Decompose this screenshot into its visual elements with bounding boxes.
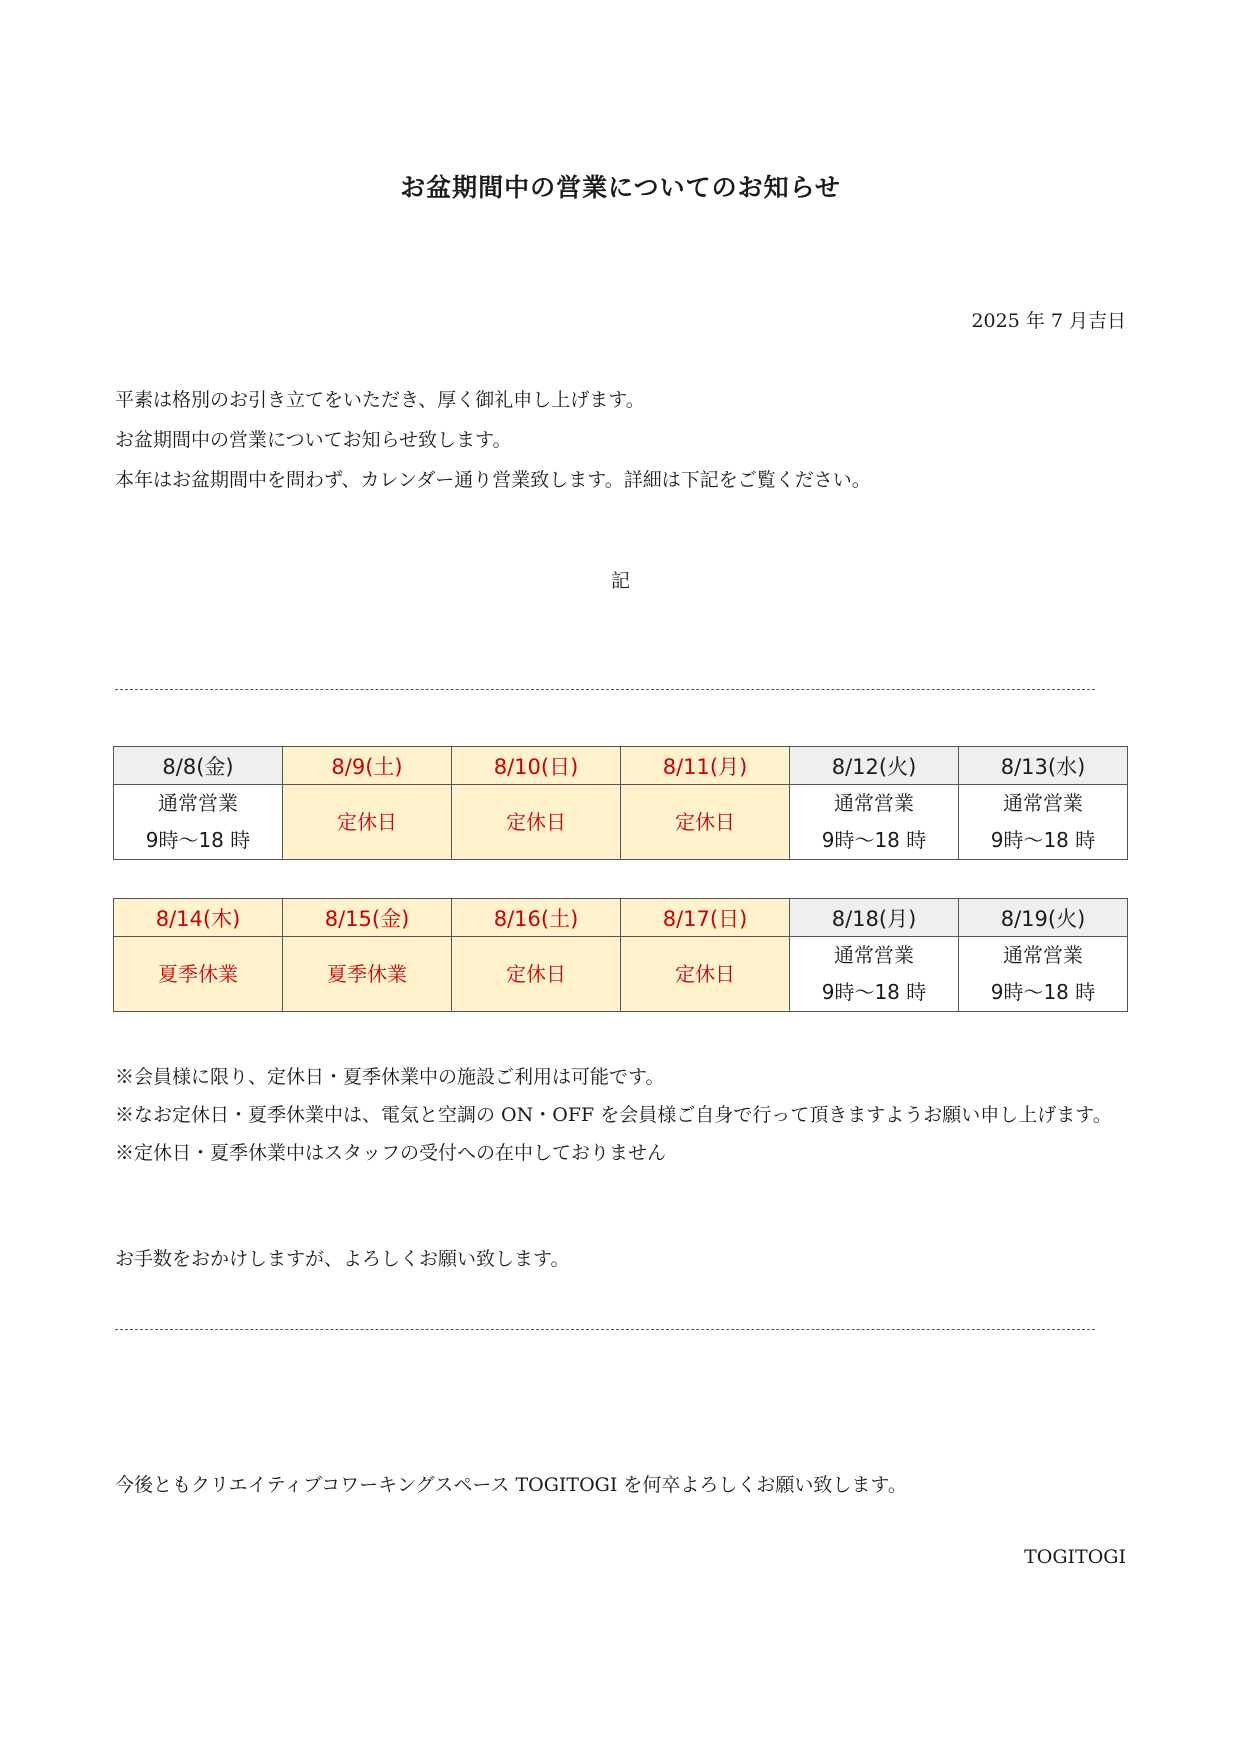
status-label: 定休日	[506, 809, 566, 834]
ki-heading: 記	[610, 570, 630, 592]
schedule-status-cell	[959, 937, 1128, 1012]
schedule-status-cell	[283, 785, 452, 860]
notes-block	[115, 1058, 1127, 1172]
status-label: 定休日	[675, 809, 735, 834]
status-label: 定休日	[675, 961, 735, 986]
schedule-status-cell	[114, 937, 283, 1012]
status-label: 定休日	[337, 809, 397, 834]
dashed-divider-bottom	[115, 1329, 1095, 1330]
schedule-body-row	[114, 785, 1128, 860]
greeting-line: 本年はお盆期間中を問わず、カレンダー通り営業致します。詳細は下記をご覧ください。	[115, 469, 871, 491]
schedule-status-cell	[621, 937, 790, 1012]
status-label: 通常営業	[1003, 791, 1083, 815]
hours-label: 9時〜18 時	[821, 828, 927, 852]
outro-text: 今後ともクリエイティブコワーキングスペース TOGITOGI を何卒よろしくお願い致します。	[115, 1474, 907, 1496]
schedule-header-row	[114, 747, 1128, 785]
hours-label: 9時〜18 時	[990, 980, 1096, 1004]
note-line: ※会員様に限り、定休日・夏季休業中の施設ご利用は可能です。	[115, 1066, 665, 1088]
schedule-date-cell: 8/12(火)	[790, 747, 959, 785]
schedule-status-cell	[114, 785, 283, 860]
schedule-body-row	[114, 937, 1128, 1012]
dashed-divider-top	[115, 689, 1095, 690]
status-label: 定休日	[506, 961, 566, 986]
greeting-block	[115, 380, 871, 500]
schedule-status-cell	[959, 785, 1128, 860]
status-label: 通常営業	[834, 943, 914, 967]
schedule-status-cell	[283, 937, 452, 1012]
hours-label: 9時〜18 時	[145, 828, 251, 852]
schedule-status-cell	[790, 785, 959, 860]
schedule-date-cell: 8/9(土)	[283, 747, 452, 785]
signature: TOGITOGI	[1024, 1546, 1126, 1568]
schedule-date-cell: 8/15(金)	[283, 899, 452, 937]
schedule-date-cell: 8/16(土)	[452, 899, 621, 937]
schedule-date-cell: 8/8(金)	[114, 747, 283, 785]
schedule-date-cell: 8/14(木)	[114, 899, 283, 937]
hours-label: 9時〜18 時	[990, 828, 1096, 852]
status-label: 夏季休業	[158, 961, 238, 986]
schedule-status-cell	[790, 937, 959, 1012]
closing-text: お手数をおかけしますが、よろしくお願い致します。	[115, 1248, 570, 1270]
schedule-status-cell	[452, 937, 621, 1012]
schedule-date-cell: 8/19(火)	[959, 899, 1128, 937]
schedule-table-week1	[113, 746, 1128, 860]
schedule-date-cell: 8/13(水)	[959, 747, 1128, 785]
schedule-date-cell: 8/18(月)	[790, 899, 959, 937]
schedule-date-cell: 8/17(日)	[621, 899, 790, 937]
schedule-date-cell: 8/10(日)	[452, 747, 621, 785]
schedule-date-cell: 8/11(月)	[621, 747, 790, 785]
status-label: 通常営業	[158, 791, 238, 815]
status-label: 夏季休業	[327, 961, 407, 986]
greeting-line: お盆期間中の営業についてお知らせ致します。	[115, 429, 512, 451]
status-label: 通常営業	[834, 791, 914, 815]
note-line: ※なお定休日・夏季休業中は、電気と空調の ON・OFF を会員様ご自身で行って頂きますようお願い申し上げます。	[115, 1104, 1112, 1126]
status-label: 通常営業	[1003, 943, 1083, 967]
schedule-status-cell	[621, 785, 790, 860]
issue-date: 2025 年 7 月吉日	[971, 310, 1126, 332]
schedule-table-week2	[113, 898, 1128, 1012]
page-title: お盆期間中の営業についてのお知らせ	[400, 173, 841, 202]
schedule-header-row	[114, 899, 1128, 937]
schedule-status-cell	[452, 785, 621, 860]
hours-label: 9時〜18 時	[821, 980, 927, 1004]
note-line: ※定休日・夏季休業中はスタッフの受付への在中しておりません	[115, 1142, 667, 1164]
greeting-line: 平素は格別のお引き立てをいただき、厚く御礼申し上げます。	[115, 389, 645, 411]
